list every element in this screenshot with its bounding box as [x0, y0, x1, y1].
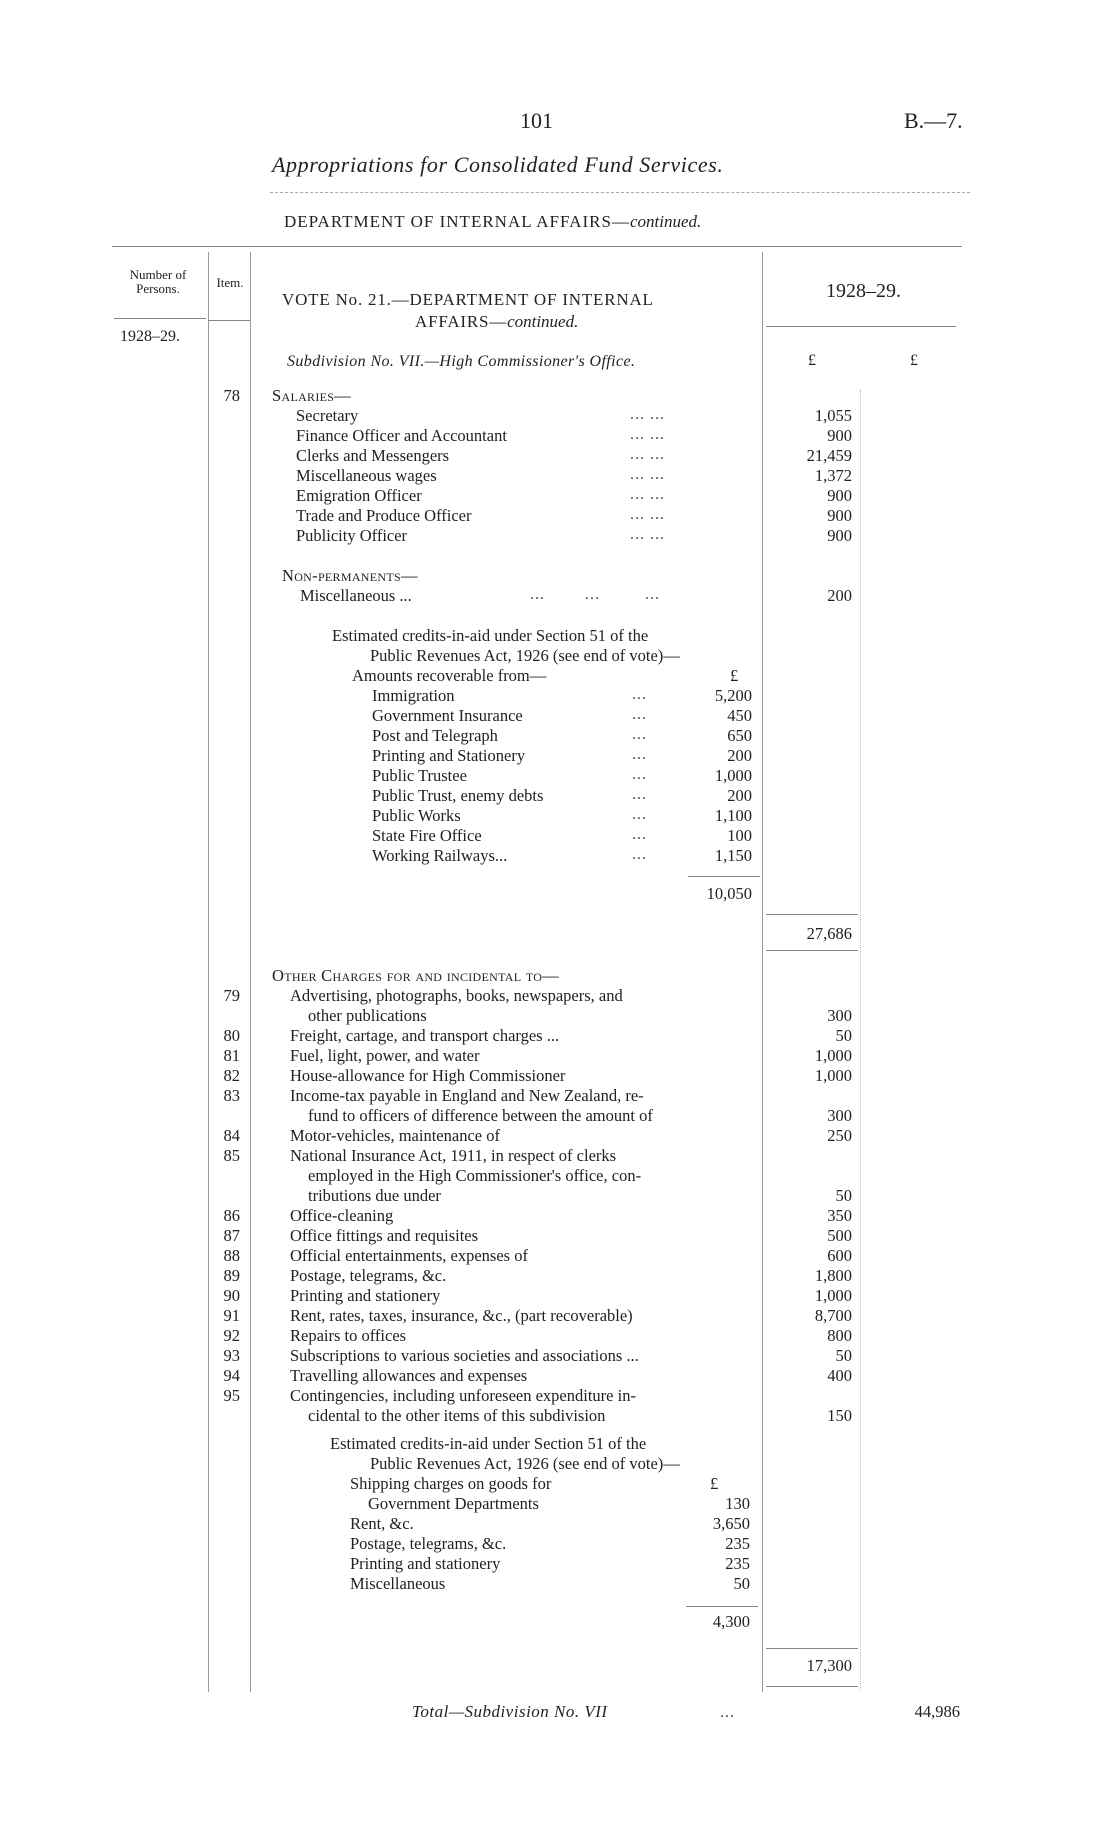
- item-number: 85: [223, 1146, 240, 1165]
- page-number: 101: [520, 108, 553, 133]
- charge-label: Contingencies, including unforeseen expenditure in-: [290, 1386, 636, 1405]
- item-column-rule: [250, 252, 251, 1692]
- credit-label: Public Trustee: [372, 766, 467, 785]
- charge-label: Official entertainments, expenses of: [290, 1246, 528, 1265]
- credit-amount: 235: [725, 1534, 750, 1553]
- credit-amount: 1,000: [714, 766, 752, 785]
- charge-label: Travelling allowances and expenses: [290, 1366, 528, 1385]
- credit-label: Printing and stationery: [350, 1554, 501, 1573]
- credits2-pound-sign: £: [710, 1474, 719, 1493]
- leader-dots: ...: [632, 726, 647, 743]
- item-number: 79: [223, 986, 240, 1005]
- salary-amount: 900: [827, 526, 852, 545]
- credit-amount: 3,650: [712, 1514, 750, 1533]
- leader-dots: ...: [632, 826, 647, 843]
- charge-label: House-allowance for High Commissioner: [290, 1066, 566, 1085]
- charge-amount: 50: [835, 1186, 852, 1205]
- credit-label: Postage, telegrams, &c.: [350, 1534, 507, 1553]
- salary-label: Publicity Officer: [296, 526, 408, 545]
- credit-label: Government Departments: [368, 1494, 539, 1513]
- document-reference: B.—7.: [904, 108, 963, 133]
- credits-heading-line1: Estimated credits-in-aid under Section 51 of the: [332, 626, 649, 645]
- credit-amount: 650: [727, 726, 752, 745]
- subdivision-title: Subdivision No. VII.—High Commissioner's Office.: [287, 353, 636, 370]
- item-number: 88: [223, 1246, 240, 1265]
- charge-amount: 1,000: [814, 1286, 852, 1305]
- charge-label: Office-cleaning: [290, 1206, 394, 1225]
- item-number: 78: [223, 386, 240, 405]
- item-number: 91: [223, 1306, 240, 1325]
- salary-amount: 21,459: [806, 446, 852, 465]
- leader-dots: ... ...: [630, 426, 665, 443]
- page-title: Appropriations for Consolidated Fund Services.: [272, 152, 724, 177]
- other-total-underline: [766, 1686, 858, 1687]
- leader-dots: ... ... ...: [530, 586, 660, 603]
- credits2-rule: [686, 1606, 758, 1607]
- other-charges-heading: Other Charges for and incidental to—: [272, 966, 559, 985]
- year-rule: [766, 326, 956, 327]
- credit-amount: 5,200: [714, 686, 752, 705]
- charge-label: Postage, telegrams, &c.: [290, 1266, 447, 1285]
- grand-total: 44,986: [914, 1702, 960, 1721]
- charge-label: tributions due under: [308, 1186, 441, 1205]
- salary-amount: 1,372: [814, 466, 852, 485]
- credit-label: Printing and Stationery: [372, 746, 526, 765]
- charge-amount: 300: [827, 1006, 852, 1025]
- item-number: 81: [223, 1046, 240, 1065]
- credit-label: Working Railways...: [372, 846, 508, 865]
- credit-label: State Fire Office: [372, 826, 482, 845]
- leader-dots: ...: [632, 846, 647, 863]
- salary-amount: 1,055: [814, 406, 852, 425]
- item-number: 82: [223, 1066, 240, 1085]
- leader-dots: ...: [632, 766, 647, 783]
- charge-label: Subscriptions to various societies and associations ...: [290, 1346, 639, 1365]
- item-rule: [208, 320, 250, 321]
- credit-amount: 130: [725, 1494, 750, 1513]
- item-number: 93: [223, 1346, 240, 1365]
- charge-label: National Insurance Act, 1911, in respect of clerks: [290, 1146, 617, 1165]
- salaries-total: 27,686: [806, 924, 852, 943]
- credits2-total: 4,300: [712, 1612, 750, 1631]
- header-top-rule: [112, 246, 962, 247]
- credit-amount: 50: [733, 1574, 750, 1593]
- charge-label: Printing and stationery: [290, 1286, 441, 1305]
- credit-label: Rent, &c.: [350, 1514, 414, 1533]
- credits1-rule: [688, 876, 760, 877]
- credits1-total: 10,050: [706, 884, 752, 903]
- charge-label: Office fittings and requisites: [290, 1226, 479, 1245]
- leader-dots: ... ...: [630, 466, 665, 483]
- item-number: 84: [223, 1126, 240, 1145]
- leader-dots: ...: [632, 686, 647, 703]
- credits-heading-line2: Public Revenues Act, 1926 (see end of vote)—: [370, 646, 680, 665]
- credit-label: Shipping charges on goods for: [350, 1474, 552, 1493]
- charge-amount: 1,000: [814, 1046, 852, 1065]
- leader-dots: ... ...: [630, 506, 665, 523]
- credit-label: Government Insurance: [372, 706, 523, 725]
- credits-heading-line3: Amounts recoverable from—: [352, 666, 547, 685]
- charge-amount: 8,700: [814, 1306, 852, 1325]
- persons-column-rule: [208, 252, 209, 1692]
- leader-dots: ... ...: [630, 406, 665, 423]
- non-permanents-label: Miscellaneous ...: [300, 586, 412, 605]
- salary-label: Finance Officer and Accountant: [296, 426, 507, 445]
- charge-amount: 400: [827, 1366, 852, 1385]
- department-heading: DEPARTMENT OF INTERNAL AFFAIRS—continued.: [284, 212, 702, 231]
- item-header: Item.: [216, 275, 244, 290]
- other-charges-total: 17,300: [806, 1656, 852, 1675]
- salary-amount: 900: [827, 486, 852, 505]
- credit-label: Post and Telegraph: [372, 726, 498, 745]
- non-permanents-amount: 200: [827, 586, 852, 605]
- item-number: 90: [223, 1286, 240, 1305]
- charge-amount: 1,800: [814, 1266, 852, 1285]
- leader-dots: ...: [632, 806, 647, 823]
- charge-amount: 350: [827, 1206, 852, 1225]
- salary-amount: 900: [827, 426, 852, 445]
- item-number: 87: [223, 1226, 240, 1245]
- charge-label: Income-tax payable in England and New Zealand, re-: [290, 1086, 644, 1105]
- year-header: 1928–29.: [826, 280, 901, 302]
- other-total-rule: [766, 1648, 858, 1649]
- charge-label: employed in the High Commissioner's office, con-: [308, 1166, 642, 1185]
- credits2-heading-line1: Estimated credits-in-aid under Section 51 of the: [330, 1434, 647, 1453]
- persons-year: 1928–29.: [120, 328, 180, 345]
- item-number: 83: [223, 1086, 240, 1105]
- charge-label: Freight, cartage, and transport charges ...: [290, 1026, 560, 1045]
- charge-amount: 800: [827, 1326, 852, 1345]
- item-number: 94: [223, 1366, 240, 1385]
- charge-label: fund to officers of difference between the amount of: [308, 1106, 653, 1125]
- charge-amount: 500: [827, 1226, 852, 1245]
- item-number: 95: [223, 1386, 240, 1405]
- item-number: 80: [223, 1026, 240, 1045]
- charge-label: Motor-vehicles, maintenance of: [290, 1126, 500, 1145]
- salary-label: Clerks and Messengers: [296, 446, 450, 465]
- charge-amount: 250: [827, 1126, 852, 1145]
- persons-rule: [114, 318, 206, 319]
- credit-label: Public Works: [372, 806, 461, 825]
- item-number: 92: [223, 1326, 240, 1345]
- charge-label: Advertising, photographs, books, newspapers, and: [290, 986, 623, 1005]
- charge-label: Fuel, light, power, and water: [290, 1046, 480, 1065]
- salary-label: Miscellaneous wages: [296, 466, 437, 485]
- credit-label: Miscellaneous: [350, 1574, 446, 1593]
- non-permanents-heading: Non-permanents—: [282, 566, 418, 585]
- charge-amount: 1,000: [814, 1066, 852, 1085]
- vote-title-line1: VOTE No. 21.—DEPARTMENT OF INTERNAL: [282, 290, 654, 309]
- title-rule: [270, 192, 970, 193]
- credit-label: Public Trust, enemy debts: [372, 786, 544, 805]
- charge-amount: 300: [827, 1106, 852, 1125]
- salary-label: Trade and Produce Officer: [296, 506, 472, 525]
- vote-title-line2: AFFAIRS—continued.: [415, 312, 579, 331]
- leader-dots: ...: [632, 746, 647, 763]
- salaries-total-rule: [766, 914, 858, 915]
- credit-amount: 1,150: [714, 846, 752, 865]
- credits2-heading-line2: Public Revenues Act, 1926 (see end of vote)—: [370, 1454, 680, 1473]
- charge-label: other publications: [308, 1006, 427, 1025]
- credit-amount: 1,100: [714, 806, 752, 825]
- leader-dots: ... ...: [630, 526, 665, 543]
- credit-amount: 200: [727, 786, 752, 805]
- amount-column-rule-right: [860, 390, 861, 1690]
- charge-label: cidental to the other items of this subdivision: [308, 1406, 606, 1425]
- credit-amount: 450: [727, 706, 752, 725]
- charge-amount: 150: [827, 1406, 852, 1425]
- credit-amount: 235: [725, 1554, 750, 1573]
- salary-label: Emigration Officer: [296, 486, 422, 505]
- salaries-total-underline: [766, 950, 858, 951]
- salary-label: Secretary: [296, 406, 359, 425]
- leader-dots: ... ...: [630, 446, 665, 463]
- salaries-heading: Salaries—: [272, 386, 352, 405]
- credit-amount: 100: [727, 826, 752, 845]
- charge-amount: 50: [835, 1026, 852, 1045]
- leader-dots: ...: [632, 706, 647, 723]
- number-of-persons-header: Number of Persons.: [129, 267, 187, 296]
- charge-amount: 50: [835, 1346, 852, 1365]
- total-label: Total—Subdivision No. VII: [412, 1702, 608, 1721]
- item-number: 86: [223, 1206, 240, 1225]
- credit-amount: 200: [727, 746, 752, 765]
- charge-label: Repairs to offices: [290, 1326, 407, 1345]
- credit-label: Immigration: [372, 686, 455, 705]
- leader-dots: ...: [720, 1704, 735, 1721]
- leader-dots: ... ...: [630, 486, 665, 503]
- credits-pound-sign: £: [730, 666, 739, 685]
- pound-sign-col2: £: [910, 352, 918, 369]
- salary-amount: 900: [827, 506, 852, 525]
- item-number: 89: [223, 1266, 240, 1285]
- leader-dots: ...: [632, 786, 647, 803]
- charge-amount: 600: [827, 1246, 852, 1265]
- charge-label: Rent, rates, taxes, insurance, &c., (part recoverable): [290, 1306, 633, 1325]
- pound-sign-col1: £: [808, 352, 816, 369]
